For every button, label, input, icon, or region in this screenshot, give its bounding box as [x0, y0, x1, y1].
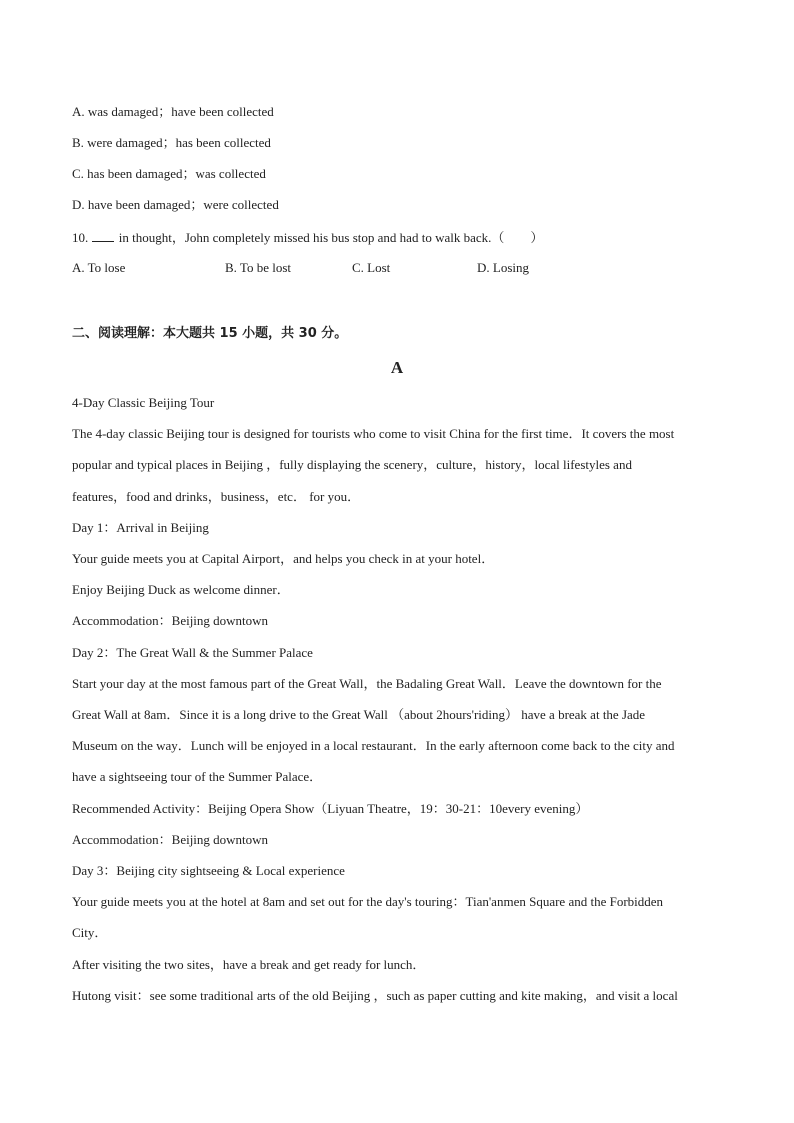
passage-line: Start your day at the most famous part of the Great Wall，the Badaling Great Wall．Leave the downtown for the — [72, 676, 662, 691]
passage-line: Your guide meets you at Capital Airport，and helps you check in at your hotel． — [72, 551, 495, 566]
passage-line: Recommended Activity：Beijing Opera Show（Liyuan Theatre，19：30-21：10every evening） — [72, 801, 589, 816]
passage-line: popular and typical places in Beijing ，fully displaying the scenery，culture，history，local lifestyles and — [72, 457, 632, 472]
day-3-heading: Day 3：Beijing city sightseeing & Local experience — [72, 863, 345, 878]
q9-option-b: B. were damaged；has been collected — [72, 135, 271, 150]
day-2-heading: Day 2：The Great Wall & the Summer Palace — [72, 645, 313, 660]
q9-option-c: C. has been damaged；was collected — [72, 166, 266, 181]
passage-line: Hutong visit：see some traditional arts of the old Beijing ，such as paper cutting and kite making，and visit a local — [72, 988, 678, 1003]
question-10-number: 10. — [72, 230, 89, 245]
q10-option-b: B. To be lost — [225, 260, 292, 275]
section-2-heading: 二、阅读理解：本大题共 15 小题，共 30 分。 — [72, 326, 348, 341]
passage-line: City． — [72, 925, 108, 940]
q10-option-a: A. To lose — [72, 260, 126, 275]
answer-blank — [92, 229, 114, 242]
passage-line: Your guide meets you at the hotel at 8am and set out for the day's touring：Tian'anmen Square and the Forbidden — [72, 894, 664, 909]
passage-line: Museum on the way．Lunch will be enjoyed in a local restaurant．In the early afternoon come back to the city and — [72, 738, 675, 753]
passage-line: Accommodation：Beijing downtown — [72, 613, 269, 628]
passage-line: Accommodation：Beijing downtown — [72, 832, 269, 847]
q10-option-c: C. Lost — [352, 260, 391, 275]
passage-line: features，food and drinks，business，etc． for you． — [72, 489, 361, 504]
q9-option-a: A. was damaged；have been collected — [72, 104, 274, 119]
passage-line: The 4-day classic Beijing tour is designed for tourists who come to visit China for the first time．It covers the most — [72, 426, 675, 441]
passage-line: Great Wall at 8am．Since it is a long drive to the Great Wall （about 2hours'riding） have a break at the Jade — [72, 707, 646, 722]
day-1-heading: Day 1：Arrival in Beijing — [72, 520, 209, 535]
q9-option-d: D. have been damaged；were collected — [72, 197, 279, 212]
question-10-stem: in thought，John completely missed his bus stop and had to walk back.（ ） — [118, 230, 544, 245]
q10-option-d: D. Losing — [477, 260, 529, 275]
passage-line: Enjoy Beijing Duck as welcome dinner． — [72, 582, 290, 597]
passage-line: After visiting the two sites，have a break and get ready for lunch． — [72, 957, 426, 972]
passage-title: 4-Day Classic Beijing Tour — [72, 395, 215, 410]
passage-line: have a sightseeing tour of the Summer Palace． — [72, 769, 323, 784]
question-10 — [72, 229, 543, 246]
passage-label: A — [390, 358, 404, 377]
